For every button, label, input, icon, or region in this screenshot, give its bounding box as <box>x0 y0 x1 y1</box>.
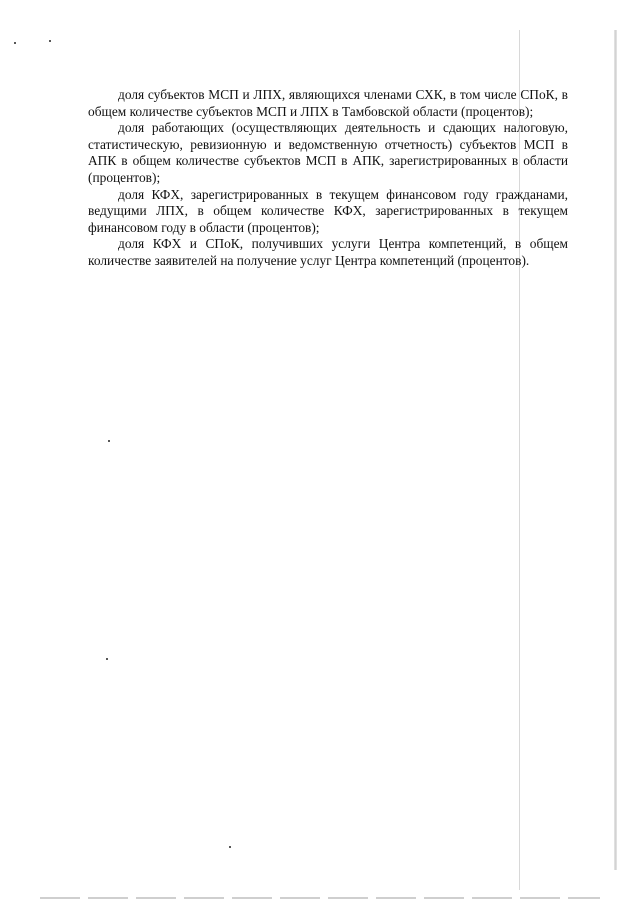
paragraph: доля субъектов МСП и ЛПХ, являющихся членами СХК, в том числе СПоК, в общем количестве субъектов МСП и ЛПХ в Тамбовской области (процентов); <box>88 87 568 119</box>
scan-speck <box>108 440 110 442</box>
paragraph: доля КФХ, зарегистрированных в текущем финансовом году гражданами, ведущими ЛПХ, в общем количестве КФХ, зарегистрированных в текущем финансовом году в области (процентов); <box>88 186 568 235</box>
scan-speck <box>49 40 51 42</box>
paragraph: доля КФХ и СПоК, получивших услуги Центра компетенций, в общем количестве заявителей на получение услуг Центра компетенций (процентов). <box>88 236 568 268</box>
scan-artifact-edge-bottom <box>40 897 600 899</box>
scan-speck <box>106 658 108 660</box>
body-text <box>88 87 568 270</box>
scan-speck <box>229 846 231 848</box>
scan-speck <box>14 42 16 44</box>
paragraph: доля работающих (осуществляющих деятельность и сдающих налоговую, статистическую, ревизионную и ведомственную отчетность) субъектов МСП в АПК в общем количестве субъектов МСП в АПК, зарегистрированных в области (процентов); <box>88 120 568 185</box>
scan-artifact-edge-right <box>614 30 617 870</box>
